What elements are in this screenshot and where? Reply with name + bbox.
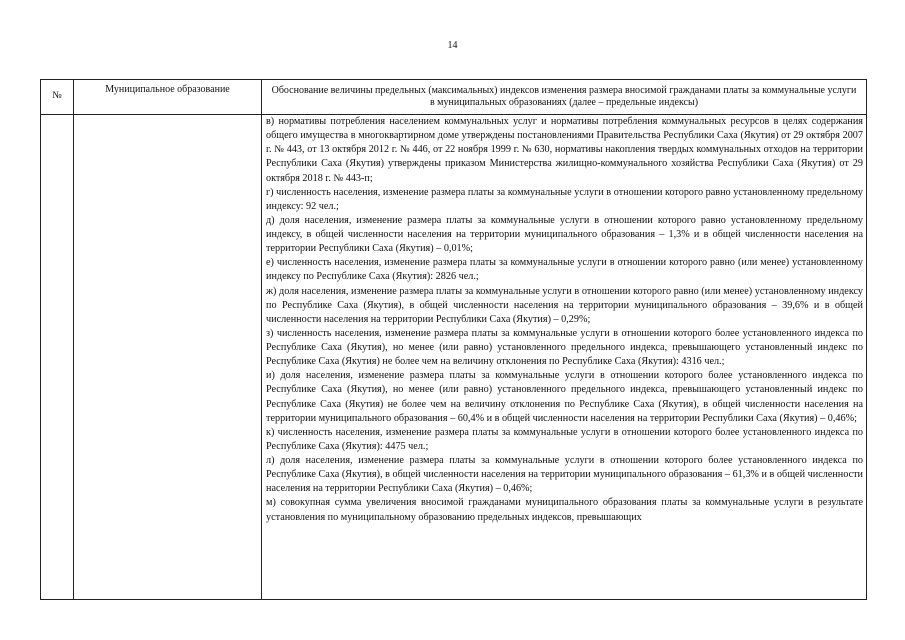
- paragraph-d: д) доля населения, изменение размера платы за коммунальные услуги в отношении которого равно установленному предельному индексу, в общей численности населения на территории муниципального образования – 1,3% и в общей численности населения на территории Республики Саха (Якутия) – 0,01%;: [266, 214, 863, 255]
- justification-text: [262, 115, 866, 599]
- paragraph-m: м) совокупная сумма увеличения вносимой гражданами муниципального образования платы за коммунальные услуги в результате установления по муниципальному образованию предельных индексов, превышающих: [266, 497, 863, 523]
- page-number: 14: [447, 40, 458, 51]
- row-municipality-cell: [74, 115, 262, 600]
- justification-table: [40, 79, 867, 600]
- header-number: №: [41, 80, 74, 115]
- paragraph-k: к) численность населения, изменение размера платы за коммунальные услуги в отношении которого более установленного индекса по Республике Саха (Якутия): 4475 чел.;: [266, 426, 863, 452]
- table-row: [41, 115, 867, 600]
- header-municipality: Муниципальное образование: [74, 80, 262, 115]
- paragraph-v: в) нормативы потребления населением коммунальных услуг и нормативы потребления коммунальных ресурсов в целях содержания общего имущества в многоквартирном доме утверждены постановлениями Правительства Республики Саха (Якутия) от 29 октября 2007 г. № 443, от 13 октября 2012 г. № 446, от 22 ноября 1999 г. № 630, нормативы накопления твердых коммунальных отходов на территории Республики Саха (Якутия) утверждены приказом Министерства жилищно-коммунального хозяйства Республики Саха (Якутия) от 29 октября 2018 г. № 443-п;: [266, 116, 863, 184]
- row-justification-cell: [262, 115, 867, 600]
- paragraph-l: л) доля населения, изменение размера платы за коммунальные услуги в отношении которого более установленного индекса по Республике Саха (Якутия), в общей численности населения на территории муниципального образования – 61,3% и в общей численности населения на территории Республики Саха (Якутия) – 0,46%;: [266, 455, 863, 495]
- paragraph-z: з) численность населения, изменение размера платы за коммунальные услуги в отношении которого более установленного индекса по Республике Саха (Якутия), но менее (или равно) установленного предельного индекса, превышающего установленный индекс по Республике Саха (Якутия) не более чем на величину отклонения по Республике Саха (Якутия): 4316 чел.;: [266, 327, 863, 368]
- paragraph-g: г) численность населения, изменение размера платы за коммунальные услуги в отношении которого равно установленному предельному индексу: 92 чел.;: [266, 186, 863, 212]
- paragraph-e: е) численность населения, изменение размера платы за коммунальные услуги в отношении которого равно (или менее) установленному индексу по Республике Саха (Якутия): 2826 чел.;: [266, 257, 863, 283]
- paragraph-zh: ж) доля населения, изменение размера платы за коммунальные услуги в отношении которого равно (или менее) установленному индексу по Республике Саха (Якутия), в общей численности населения на территории муниципального образования – 39,6% и в общей численности населения на территории Республики Саха (Якутия) – 0,29%;: [266, 285, 863, 325]
- header-justification: Обоснование величины предельных (максимальных) индексов изменения размера вносимой гражданами платы за коммунальные услуги в муниципальных образованиях (далее – предельные индексы): [262, 80, 867, 115]
- table-header-row: [41, 80, 867, 115]
- paragraph-i: и) доля населения, изменение размера платы за коммунальные услуги в отношении которого более установленного индекса по Республике Саха (Якутия), но менее (или равно) установленного предельного индекса, превышающего установленный индекс по Республике Саха (Якутия) не более чем на величину отклонения по Республике Саха (Якутия), в общей численности населения на территории муниципального образования – 60,4% и в общей численности населения на территории Республики Саха (Якутия) – 0,46%;: [266, 370, 863, 424]
- row-number-cell: [41, 115, 74, 600]
